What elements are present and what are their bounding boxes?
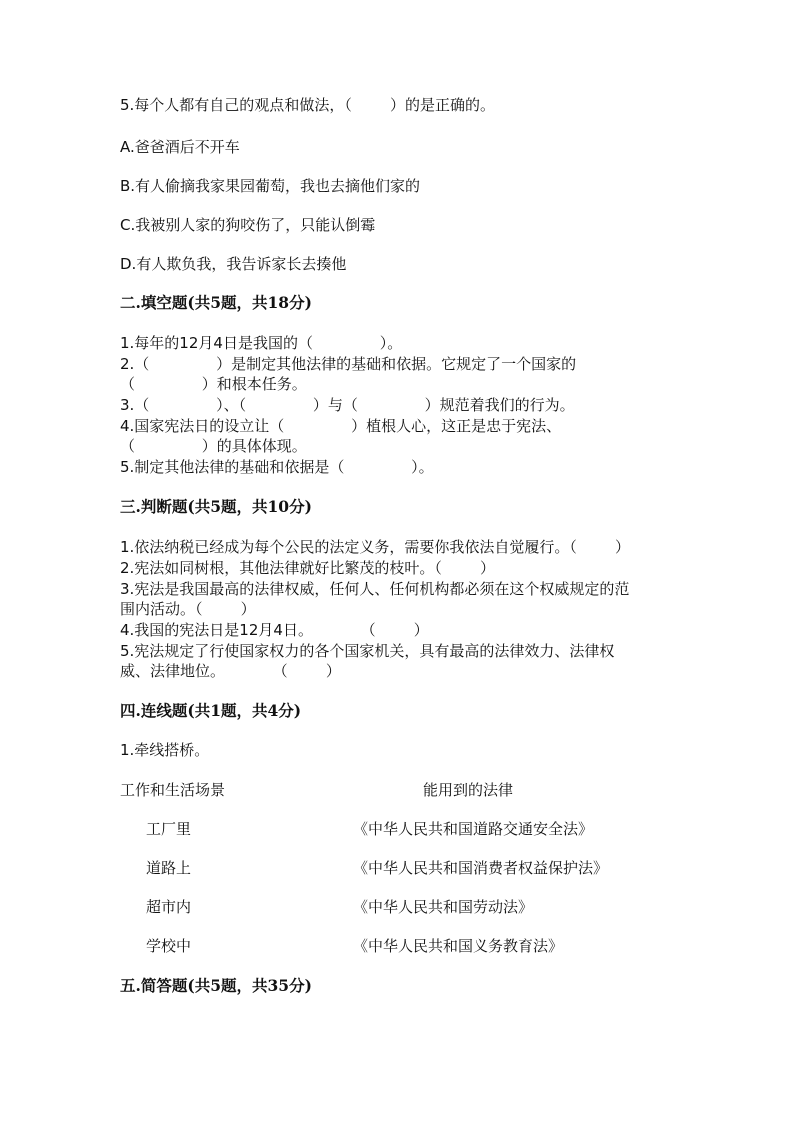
- judge-line: 围内活动。（ ）: [120, 600, 256, 618]
- matching-header-right: 能用到的法律: [423, 781, 514, 799]
- match-law: 《中华人民共和国消费者权益保护法》: [353, 859, 609, 877]
- match-law: 《中华人民共和国义务教育法》: [353, 937, 564, 955]
- option-d: D.有人欺负我，我告诉家长去揍他: [120, 255, 347, 273]
- matching-question: 1.牵线搭桥。: [120, 741, 210, 759]
- section-5-title: 五.简答题(共5题，共35分): [120, 976, 312, 995]
- match-scene: 学校中: [146, 937, 192, 955]
- fill-line: 4.国家宪法日的设立让（ ）植根人心，这正是忠于宪法、: [120, 417, 562, 435]
- option-b: B.有人偷摘我家果园葡萄，我也去摘他们家的: [120, 177, 421, 195]
- judge-line: 3.宪法是我国最高的法律权威，任何人、任何机构都必须在这个权威规定的范: [120, 580, 630, 598]
- option-a: A.爸爸酒后不开车: [120, 138, 240, 156]
- question-5-text: 5.每个人都有自己的观点和做法，（ ）的是正确的。: [120, 96, 495, 114]
- fill-line: 5.制定其他法律的基础和依据是（ ）。: [120, 458, 434, 476]
- fill-line: （ ）的具体体现。: [120, 437, 307, 455]
- judge-line: 5.宪法规定了行使国家权力的各个国家机关，具有最高的法律效力、法律权: [120, 642, 615, 660]
- match-scene: 超市内: [146, 898, 192, 916]
- match-law: 《中华人民共和国道路交通安全法》: [353, 820, 594, 838]
- section-3-title: 三.判断题(共5题，共10分): [120, 497, 312, 516]
- fill-line: 3.（ ）、（ ）与（ ）规范着我们的行为。: [120, 396, 575, 414]
- section-2-title: 二.填空题(共5题，共18分): [120, 293, 312, 312]
- fill-line: 1.每年的12月4日是我国的（ ）。: [120, 334, 403, 352]
- judge-line: 威、法律地位。 （ ）: [120, 662, 341, 680]
- judge-line: 1.依法纳税已经成为每个公民的法定义务，需要你我依法自觉履行。（ ）: [120, 538, 630, 556]
- section-4-title: 四.连线题(共1题，共4分): [120, 701, 302, 720]
- match-scene: 道路上: [146, 859, 192, 877]
- match-law: 《中华人民共和国劳动法》: [353, 898, 534, 916]
- matching-header-left: 工作和生活场景: [120, 781, 226, 799]
- fill-line: （ ）和根本任务。: [120, 375, 307, 393]
- judge-line: 2.宪法如同树根，其他法律就好比繁茂的枝叶。（ ）: [120, 559, 495, 577]
- match-scene: 工厂里: [146, 820, 192, 838]
- option-c: C.我被别人家的狗咬伤了，只能认倒霉: [120, 216, 376, 234]
- fill-line: 2.（ ）是制定其他法律的基础和依据。它规定了一个国家的: [120, 355, 577, 373]
- judge-line: 4.我国的宪法日是12月4日。 （ ）: [120, 621, 429, 639]
